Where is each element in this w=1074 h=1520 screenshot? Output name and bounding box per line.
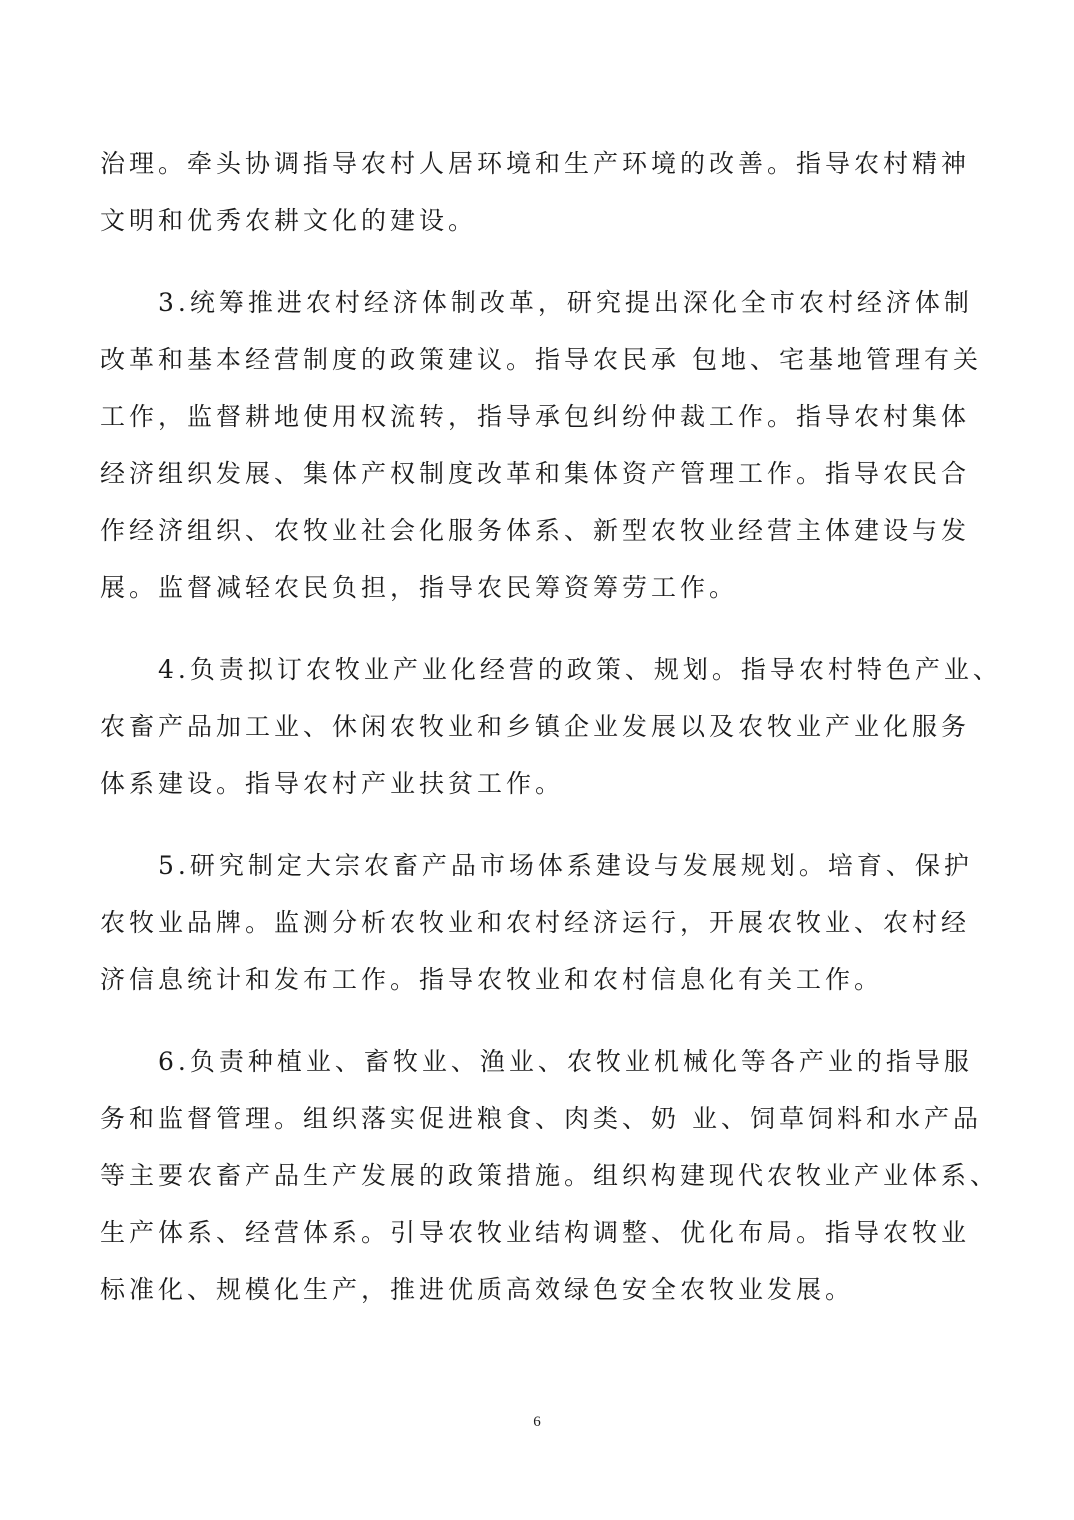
text-line: 治理。牵头协调指导农村人居环境和生产环境的改善。指导农村精神 xyxy=(100,149,971,178)
text-line: 3.统筹推进农村经济体制改革，研究提出深化全市农村经济体制 xyxy=(158,288,973,317)
text-line: 务和监督管理。组织落实促进粮食、肉类、奶 业、饲草饲料和水产品 xyxy=(100,1104,982,1133)
page-number: 6 xyxy=(533,1414,541,1430)
text-line: 展。监督减轻农民负担，指导农民筹资筹劳工作。 xyxy=(100,573,739,602)
text-line: 工作，监督耕地使用权流转，指导承包纠纷仲裁工作。指导农村集体 xyxy=(100,402,971,431)
text-line: 文明和优秀农耕文化的建设。 xyxy=(100,206,478,235)
text-line: 济信息统计和发布工作。指导农牧业和农村信息化有关工作。 xyxy=(100,965,884,994)
paragraph-item-4 xyxy=(100,641,1002,812)
text-line: 作经济组织、农牧业社会化服务体系、新型农牧业经营主体建设与发 xyxy=(100,516,971,545)
text-line: 5.研究制定大宗农畜产品市场体系建设与发展规划。培育、保护 xyxy=(158,851,973,880)
text-line: 经济组织发展、集体产权制度改革和集体资产管理工作。指导农民合 xyxy=(100,459,971,488)
text-line: 标准化、规模化生产，推进优质高效绿色安全农牧业发展。 xyxy=(100,1275,855,1304)
paragraph-continuation xyxy=(100,135,974,249)
text-line: 等主要农畜产品生产发展的政策措施。组织构建现代农牧业产业体系、 xyxy=(100,1161,1000,1190)
paragraph-item-6 xyxy=(100,1033,1000,1318)
text-line: 6.负责种植业、畜牧业、渔业、农牧业机械化等各产业的指导服 xyxy=(158,1047,973,1076)
text-line: 4.负责拟订农牧业产业化经营的政策、规划。指导农村特色产业、 xyxy=(158,655,1002,684)
paragraph-item-5 xyxy=(100,837,974,1008)
text-line: 改革和基本经营制度的政策建议。指导农民承 包地、宅基地管理有关 xyxy=(100,345,982,374)
text-line: 生产体系、经营体系。引导农牧业结构调整、优化布局。指导农牧业 xyxy=(100,1218,971,1247)
paragraph-item-3 xyxy=(100,274,982,616)
text-line: 体系建设。指导农村产业扶贫工作。 xyxy=(100,769,565,798)
body-text xyxy=(100,135,1002,1343)
text-line: 农牧业品牌。监测分析农牧业和农村经济运行，开展农牧业、农村经 xyxy=(100,908,971,937)
text-line: 农畜产品加工业、休闲农牧业和乡镇企业发展以及农牧业产业化服务 xyxy=(100,712,971,741)
